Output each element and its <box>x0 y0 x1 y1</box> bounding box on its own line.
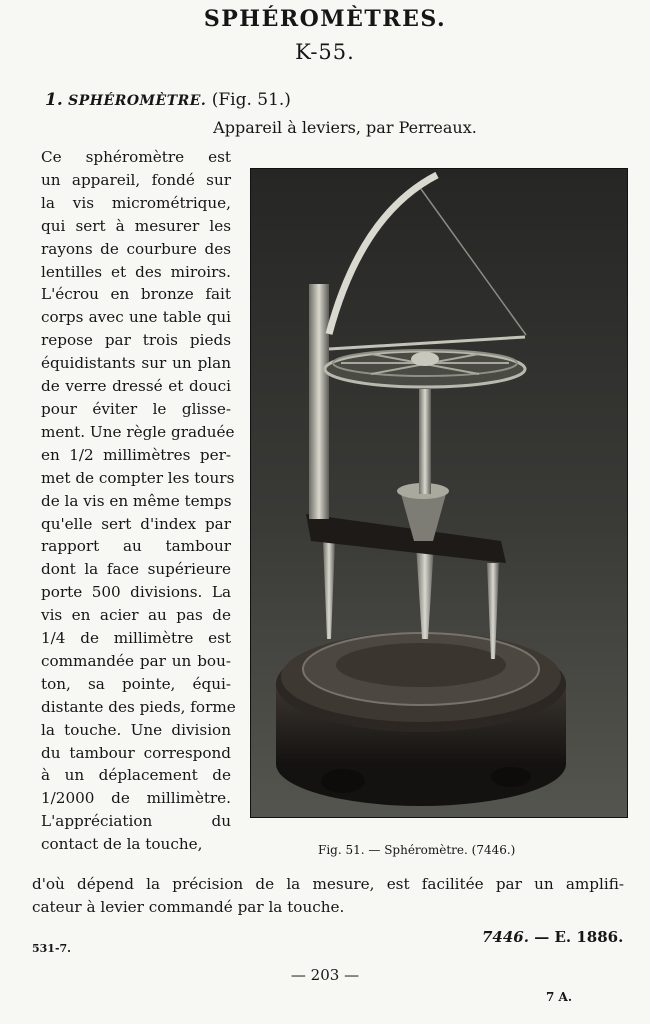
text-line: 1/4 de millimètre est <box>41 629 231 648</box>
text-line: la vis micrométrique, <box>41 193 231 212</box>
text-line: porte 500 divisions. La <box>41 583 231 602</box>
description-column <box>41 146 236 856</box>
text-line: du tambour correspond <box>41 743 231 762</box>
text-line: ment. Une règle graduée <box>41 422 235 441</box>
text-line: L'appréciation du <box>41 812 231 831</box>
text-line: équidistants sur un plan <box>41 354 231 373</box>
text-line: ton, sa pointe, équi- <box>41 674 231 693</box>
text-line: en 1/2 millimètres per- <box>41 445 231 464</box>
description-continuation <box>32 873 624 919</box>
text-line: vis en acier au pas de <box>41 606 231 625</box>
entry-subtitle: Appareil à leviers, par Perreaux. <box>213 118 477 137</box>
catalog-code: K-55. <box>295 40 355 64</box>
text-line: repose par trois pieds <box>41 331 231 350</box>
text-line: L'écrou en bronze fait <box>41 285 231 304</box>
text-line: qu'elle sert d'index par <box>41 514 231 533</box>
text-line: contact de la touche, <box>41 835 203 854</box>
text-line: commandée par un bou- <box>41 651 231 670</box>
catalog-reference <box>482 928 623 946</box>
figure-caption: Fig. 51. — Sphéromètre. (7446.) <box>318 843 516 857</box>
left-code: 531-7. <box>32 942 72 955</box>
text-line: à un déplacement de <box>41 766 231 785</box>
corner-mark: 7 A. <box>546 990 573 1004</box>
text-line: cateur à levier commandé par la touche. <box>32 898 345 916</box>
text-line: de la vis en même temps <box>41 491 232 510</box>
entry-number: 1. <box>45 90 63 110</box>
spherometer-figure <box>250 168 628 818</box>
entry-name: SPHÉROMÈTRE. <box>68 93 207 109</box>
text-line: d'où dépend la précision de la mesure, est facilitée par un amplifi- <box>32 875 624 893</box>
text-line: un appareil, fondé sur <box>41 170 231 189</box>
page-title: SPHÉROMÈTRES. <box>203 6 447 32</box>
catalog-ref-number: 7446. <box>482 928 529 946</box>
text-line: 1/2000 de millimètre. <box>41 789 231 808</box>
text-line: rapport au tambour <box>41 537 231 556</box>
text-line: distante des pieds, forme <box>41 697 236 716</box>
text-line: la touche. Une division <box>41 720 231 739</box>
text-line: corps avec une table qui <box>41 308 231 327</box>
text-line: pour éviter le glisse- <box>41 399 231 418</box>
text-line: de verre dressé et douci <box>41 377 231 396</box>
page-number: — 203 — <box>290 966 360 984</box>
entry-heading <box>45 90 291 110</box>
text-line: qui sert à mesurer les <box>41 216 231 235</box>
entry-fig-ref: (Fig. 51.) <box>211 90 291 110</box>
text-line: met de compter les tours <box>41 468 235 487</box>
spherometer-illustration <box>251 169 627 817</box>
text-line: lentilles et des miroirs. <box>41 262 231 281</box>
text-line: dont la face supérieure <box>41 560 231 579</box>
text-line: rayons de courbure des <box>41 239 231 258</box>
text-line: Ce sphéromètre est <box>41 148 231 166</box>
catalog-ref-rest: — E. 1886. <box>534 928 624 946</box>
